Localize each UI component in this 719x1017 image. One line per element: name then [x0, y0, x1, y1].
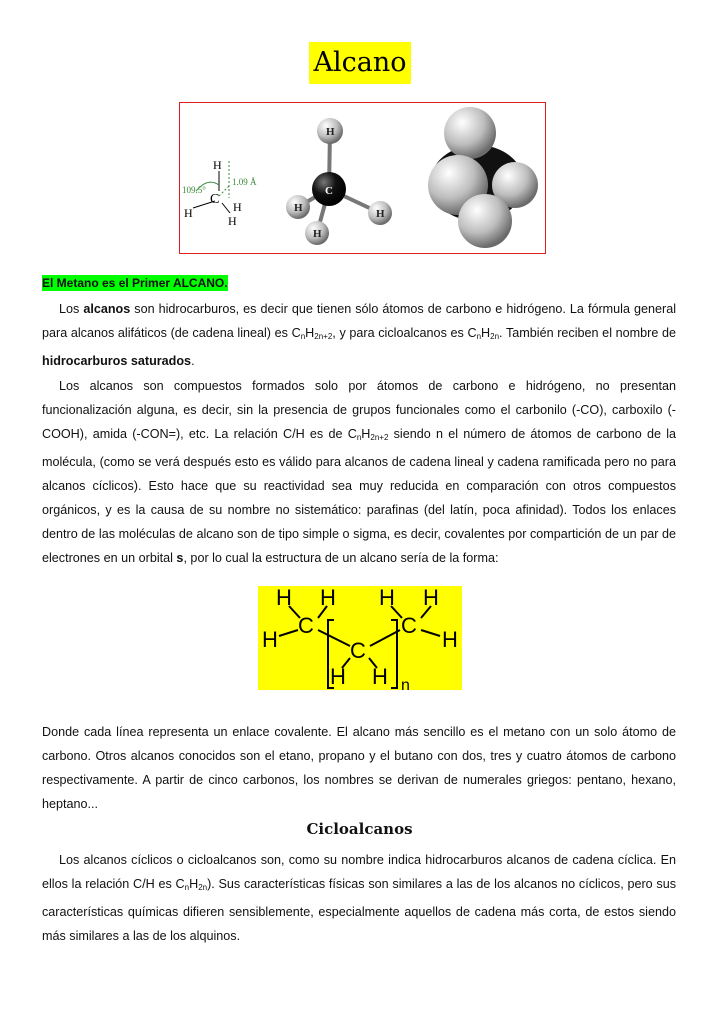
angle-label: 109.5°: [182, 185, 206, 195]
paragraph-1: Los alcanos son hidrocarburos, es decir que tienen sólo átomos de carbono e hidrógeno. La fórmula general para alcanos alifáticos (de cadena lineal) es $C_nH_{2n+2}$, y para cicloalcanos es $C_nH_{2n}$. También reciben el nombre de hidrocarburos saturados.: [42, 302, 677, 368]
paragraph-2: Los alcanos son compuestos formados solo por átomos de carbono e hidrógeno, no presentan funcionalización alguna, es decir, sin la presencia de grupos funcionales como el carbonilo (-CO), carboxilo (-COOH), amida (-CON=), etc. La relación C/H es de $C_nH_{2n+2}$ siendo n el número de átomos de carbono de la molécula, (como se verá después esto es válido para alcanos de cadena lineal y cadena ramificada pero no para alcanos cíclicos). Esto hace que su reactividad sea muy reducida en comparación con otros compuestos orgánicos, y es la causa de su nombre no sistemático: parafinas (del latín, poca afinidad). Todos los enlaces dentro de las moléculas de alcano son de tipo simple o sigma, es decir, covalentes por compartición de un par de electrones en un orbital s, por lo cual la estructura de un alcano sería de la forma:: [42, 379, 676, 565]
paragraph-3: Donde cada línea representa un enlace covalente. El alcano más sencillo es el metano con un solo átomo de carbono. Otros alcanos conocidos son el etano, propano y el butano con dos, tres y cuatro átomos de carbono respectivamente. A partir de cinco carbonos, los nombres se derivan de numerales griegos: pentano, hexano, heptano...: [42, 725, 676, 811]
atom-c: C: [401, 613, 417, 638]
h-bottom-label: H: [228, 214, 237, 228]
atom-h: H: [423, 586, 439, 610]
atom-h: H: [330, 664, 346, 689]
atom-h: H: [320, 586, 336, 610]
atom-c: C: [350, 638, 366, 663]
ball-h-right-label: H: [376, 208, 385, 220]
atom-h: H: [262, 627, 278, 652]
page-title: Alcano: [309, 42, 411, 84]
h-top-label: H: [213, 158, 222, 172]
alkane-structure-figure: [258, 586, 462, 690]
bond-length-label: 1.09 Å: [232, 177, 257, 187]
section-heading-cicloalcanos: Cicloalcanos: [306, 820, 413, 838]
atom-h: H: [379, 586, 395, 610]
atom-h: H: [442, 627, 458, 652]
ball-h-bottom-label: H: [313, 228, 322, 240]
repeat-n-label: n: [401, 677, 410, 690]
atom-h: H: [276, 586, 292, 610]
methane-structural-formula: [182, 158, 257, 228]
atom-h: H: [372, 664, 388, 689]
paragraph-4: Los alcanos cíclicos o cicloalcanos son, como su nombre indica hidrocarburos alcanos de cadena cíclica. En ellos la relación C/H es $C_nH_{2n}$). Sus características físicas son similares a las de los alcanos no cíclicos, pero sus características químicas difieren sensiblemente, especialmente aquellos de cadena más corta, de estos siendo más similares a las de los alquinos.: [42, 853, 676, 943]
ball-and-stick-model: [286, 118, 392, 245]
ball-h-left-label: H: [294, 202, 303, 214]
c-label: C: [210, 192, 220, 207]
h-right-label: H: [233, 200, 242, 214]
subheading: El Metano es el Primer ALCANO.: [42, 276, 228, 290]
methane-figure: [179, 102, 546, 254]
h-left-label: H: [184, 206, 193, 220]
space-filling-model: [428, 107, 538, 248]
ball-h-top-label: H: [326, 126, 335, 138]
ball-c-label: C: [325, 185, 333, 197]
atom-c: C: [298, 613, 314, 638]
